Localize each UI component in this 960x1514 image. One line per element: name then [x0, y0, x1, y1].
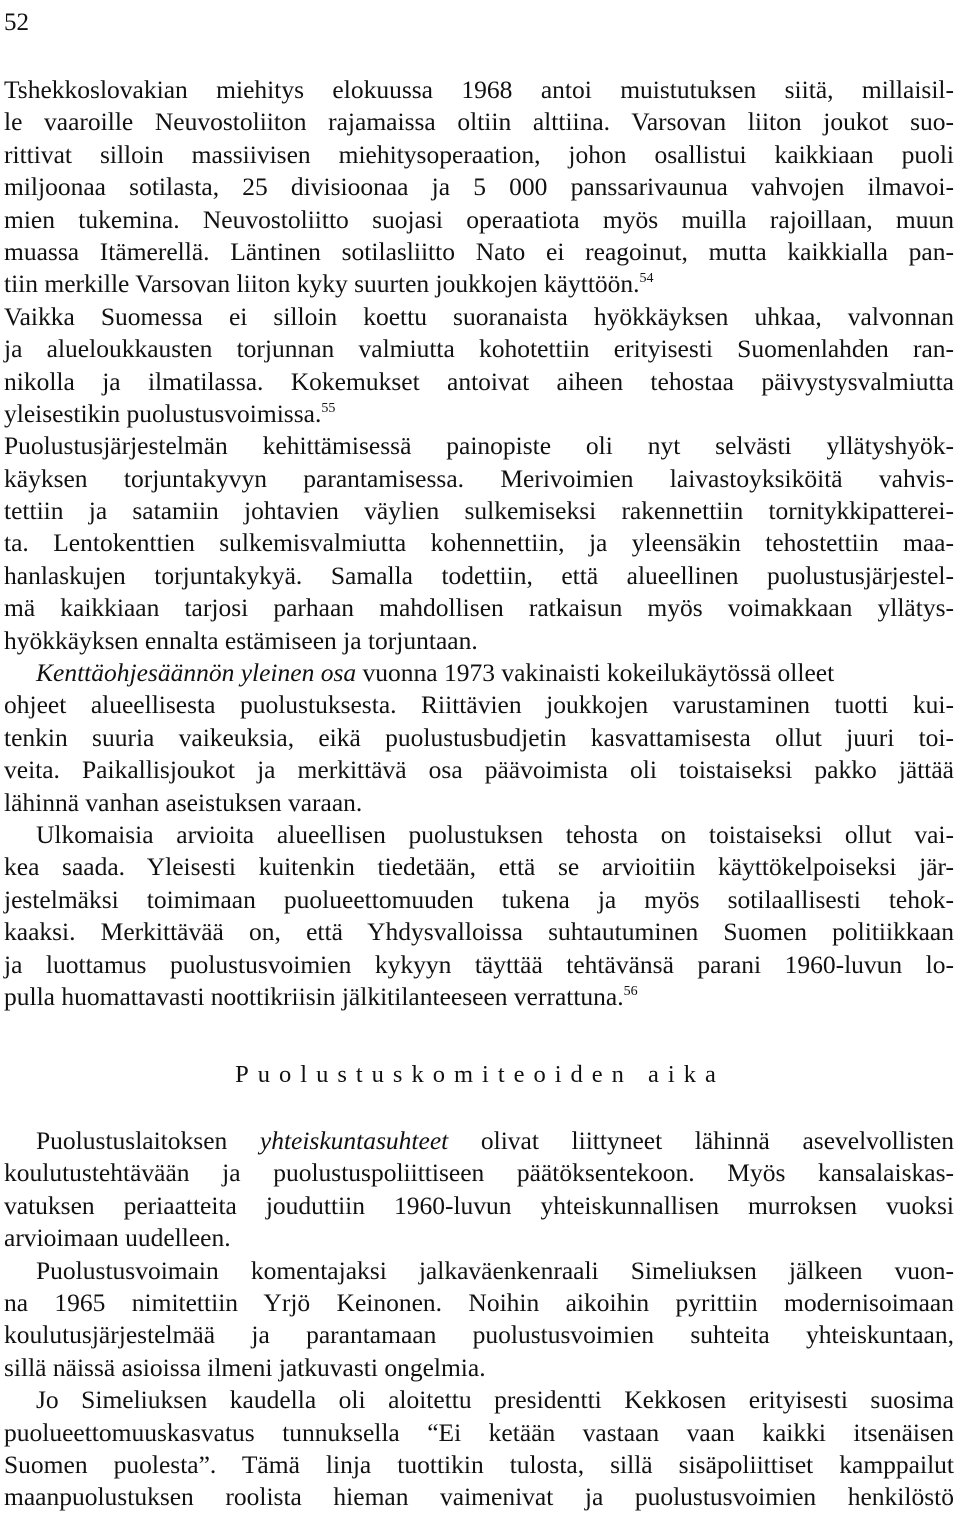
text-line [4, 981, 954, 1013]
text-line: tenkin suuria vaikeuksia, eikä puolustusbudjetin kasvattamisesta ollut juuri toi- [4, 722, 954, 752]
text-line: koulutustehtävään ja puolustuspoliittiseen päätöksentekoon. Myös kansalaiskas- [4, 1158, 954, 1188]
text-line-content: Puolustuslaitoksen [36, 1126, 260, 1155]
page-number: 52 [4, 9, 29, 36]
text-line [4, 657, 954, 689]
text-line: nikolla ja ilmatilassa. Kokemukset antoivat aiheen tehostaa päivystysvalmiutta [4, 366, 954, 396]
text-line: tettiin ja satamiin johtavien väylien sulkemiseksi rakennettiin tornitykkipatterei- [4, 496, 954, 526]
text-line: miljoonaa sotilasta, 25 divisioonaa ja 5 000 panssarivaunua vahvojen ilmavoi- [4, 172, 954, 202]
text-line: ja luottamus puolustusvoimien kykyyn täyttää tehtävänsä parani 1960-luvun lo- [4, 949, 954, 979]
footnote-ref-54: 54 [639, 271, 654, 287]
text-line: Ulkomaisia arvioita alueellisen puolustuksen tehosta on toistaiseksi ollut vai- [36, 819, 954, 849]
text-line [4, 1125, 954, 1157]
text-line-content: vuonna 1973 vakinaisti kokeilukäytössä olleet [356, 658, 835, 688]
text-line: mä kaikkiaan tarjosi parhaan mahdollisen ratkaisun myös voimakkaan yllätys- [4, 593, 954, 623]
text-line-content: yleisestikin puolustusvoimissa. [4, 398, 322, 428]
text-line-content: pulla huomattavasti noottikriisin jälkitilanteeseen verrattuna. [4, 981, 624, 1011]
text-line-content: tiin merkille Varsovan liiton kyky suurten joukkojen käyttöön. [4, 269, 640, 299]
text-line: jestelmäksi toimimaan puolueettomuuden tukena ja myös sotilaallisesti tehok- [4, 884, 954, 914]
text-line: maanpuolustuksen roolista hieman vaimenivat ja puolustusvoimien henkilöstö [4, 1482, 954, 1512]
text-line: ja alueloukkausten torjunnan valmiutta kohotettiin erityisesti Suomenlahden ran- [4, 334, 954, 364]
italic-title: Kenttäohjesäännön yleinen osa [36, 658, 357, 688]
section-heading: Puolustuskomiteoiden aika [235, 1061, 725, 1088]
footnote-ref-56: 56 [623, 983, 638, 999]
footnote-ref-55: 55 [321, 400, 336, 416]
text-line [4, 398, 954, 430]
text-line: sillä näissä asioissa ilmeni jatkuvasti ongelmia. [4, 1352, 486, 1382]
text-line: hanlaskujen torjuntakykyä. Samalla todettiin, että alueellinen puolustusjärjestel- [4, 560, 954, 590]
text-line: rittivat silloin massiivisen miehitysoperaation, johon osallistui kaikkiaan puoli [4, 139, 954, 169]
body-text-section-2 [4, 1125, 954, 1514]
text-line: ohjeet alueellisesta puolustuksesta. Riittävien joukkojen varustaminen tuotti kui- [4, 690, 954, 720]
text-line: kea saada. Yleisesti kuitenkin tiedetään, että se arvioitiin käyttökelpoiseksi jär- [4, 852, 954, 882]
text-line: Puolustusjärjestelmän kehittämisessä painopiste oli nyt selvästi yllätyshyök- [4, 431, 954, 461]
text-line: Tshekkoslovakian miehitys elokuussa 1968 antoi muistutuksen siitä, millaisil- [4, 75, 954, 104]
italic-term: yhteiskuntasuhteet [259, 1126, 449, 1155]
body-text-section-1 [4, 74, 954, 1013]
text-line: muassa Itämerellä. Läntinen sotilasliitto Nato ei reagoinut, mutta kaikkialla pan- [4, 236, 954, 266]
text-line: Vaikka Suomessa ei silloin koettu suoranaista hyökkäyksen uhkaa, valvonnan [4, 301, 954, 331]
text-line [4, 268, 954, 300]
text-line: lähinnä vanhan aseistuksen varaan. [4, 787, 363, 817]
text-line-content: olivat liittyneet lähinnä asevelvollisten [448, 1126, 954, 1155]
text-line: arvioimaan uudelleen. [4, 1223, 231, 1253]
text-line: Suomen puolesta”. Tämä linja tuottikin tulosta, sillä sisäpoliittiset kamppailut [4, 1449, 954, 1479]
text-line: ta. Lentokenttien sulkemisvalmiutta kohennettiin, ja yleensäkin tehostettiin maa- [4, 528, 954, 558]
text-line: veita. Paikallisjoukot ja merkittävä osa päävoimista oli toistaiseksi pakko jättää [4, 755, 954, 785]
text-line: hyökkäyksen ennalta estämiseen ja torjuntaan. [4, 625, 478, 655]
text-line: le vaaroille Neuvostoliiton rajamaissa oltiin alttiina. Varsovan liiton joukot suo- [4, 107, 954, 137]
text-line: na 1965 nimitettiin Yrjö Keinonen. Noihin aikoihin pyrittiin modernisoimaan [4, 1287, 954, 1317]
text-line: Puolustusvoimain komentajaksi jalkaväenkenraali Simeliuksen jälkeen vuon- [36, 1255, 954, 1285]
text-line: käyksen torjuntakyvyn parantamisessa. Merivoimien laivastoyksiköitä vahvis- [4, 463, 954, 493]
text-line: vatuksen periaatteita jouduttiin 1960-luvun yhteiskunnallisen murroksen vuoksi [4, 1190, 954, 1220]
text-line: puolueettomuuskasvatus tunnuksella “Ei ketään vastaan vaan kaikki itsenäisen [4, 1417, 954, 1447]
text-line: mien tukemina. Neuvostoliitto suojasi operaatiota myös muilla rajoillaan, muun [4, 204, 954, 234]
text-line: Jo Simeliuksen kaudella oli aloitettu presidentti Kekkosen erityisesti suosima [36, 1385, 954, 1415]
text-line: kaaksi. Merkittävää on, että Yhdysvalloissa suhtautuminen Suomen politiikkaan [4, 917, 954, 947]
text-line: koulutusjärjestelmää ja parantamaan puolustusvoimien suhteita yhteiskuntaan, [4, 1320, 954, 1350]
